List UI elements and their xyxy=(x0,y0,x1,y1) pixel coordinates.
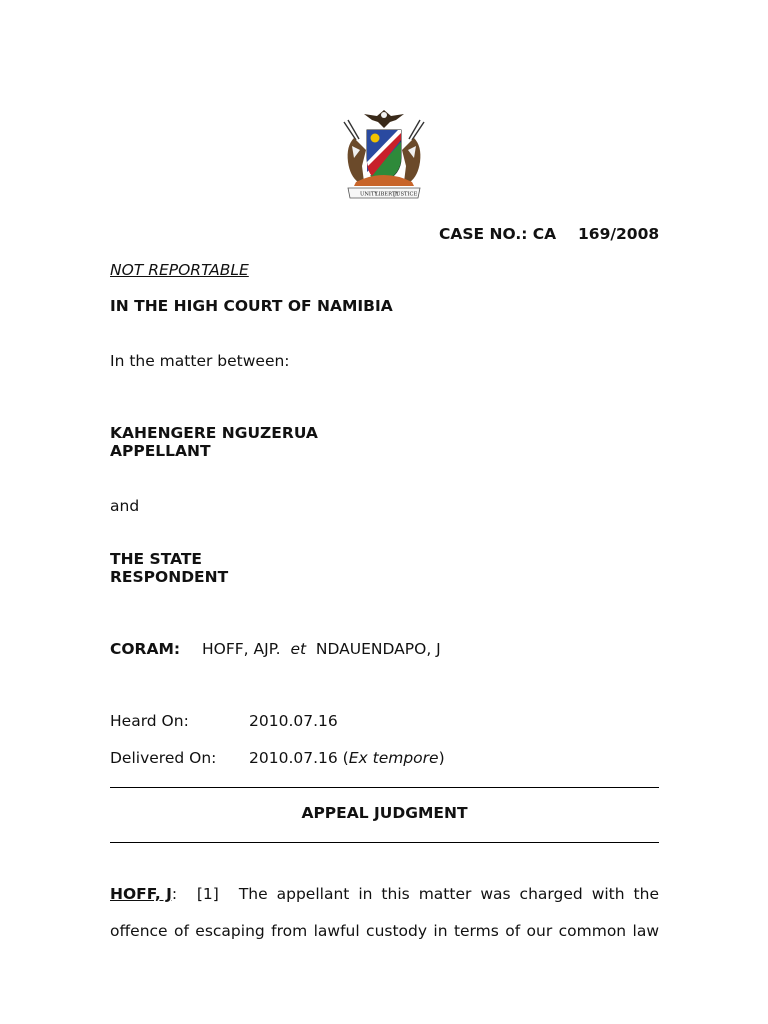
ex-tempore-note: Ex tempore xyxy=(348,749,439,767)
svg-text:JUSTICE: JUSTICE xyxy=(394,191,418,198)
and-text: and xyxy=(110,497,140,515)
delivered-on-value xyxy=(249,749,445,768)
coram-et: et xyxy=(290,640,307,658)
coram-judges xyxy=(202,640,441,659)
delivered-close: ) xyxy=(438,749,445,767)
coram-judge-1: HOFF, AJP. xyxy=(202,640,281,658)
divider-bottom xyxy=(110,842,659,843)
heard-on-label: Heard On: xyxy=(110,712,189,730)
delivered-on-label: Delivered On: xyxy=(110,749,217,767)
case-number-value: 169/2008 xyxy=(578,225,660,243)
paragraph-number: [1] xyxy=(196,885,219,903)
respondent-name: THE STATE xyxy=(110,550,203,568)
delivered-date: 2010.07.16 ( xyxy=(249,749,349,767)
not-reportable-label: NOT REPORTABLE xyxy=(110,261,249,279)
case-number-label: CASE NO.: CA xyxy=(439,225,557,243)
namibia-coat-of-arms-icon xyxy=(334,106,434,206)
divider-top xyxy=(110,787,659,788)
judge-colon: : xyxy=(171,885,178,903)
paragraph-line-1 xyxy=(110,876,659,913)
heard-on-value: 2010.07.16 xyxy=(249,712,338,730)
judgment-paragraph-1 xyxy=(110,876,659,949)
coram-label: CORAM: xyxy=(110,640,181,658)
paragraph-text-2: offence of escaping from lawful custody in terms of our common law xyxy=(110,921,659,940)
appellant-name: KAHENGERE NGUZERUA xyxy=(110,424,318,442)
coram-judge-2: NDAUENDAPO, J xyxy=(315,640,441,658)
respondent-role: RESPONDENT xyxy=(110,568,229,586)
judge-label: HOFF, J xyxy=(110,885,172,903)
court-name: IN THE HIGH COURT OF NAMIBIA xyxy=(110,297,393,315)
judgment-title: APPEAL JUDGMENT xyxy=(301,804,468,822)
matter-intro: In the matter between: xyxy=(110,352,290,370)
paragraph-text-1: The appellant in this matter was charged with the xyxy=(238,885,659,903)
svg-text:LIBERTY: LIBERTY xyxy=(375,191,399,198)
svg-text:UNITY: UNITY xyxy=(360,191,378,198)
appellant-role: APPELLANT xyxy=(110,442,211,460)
